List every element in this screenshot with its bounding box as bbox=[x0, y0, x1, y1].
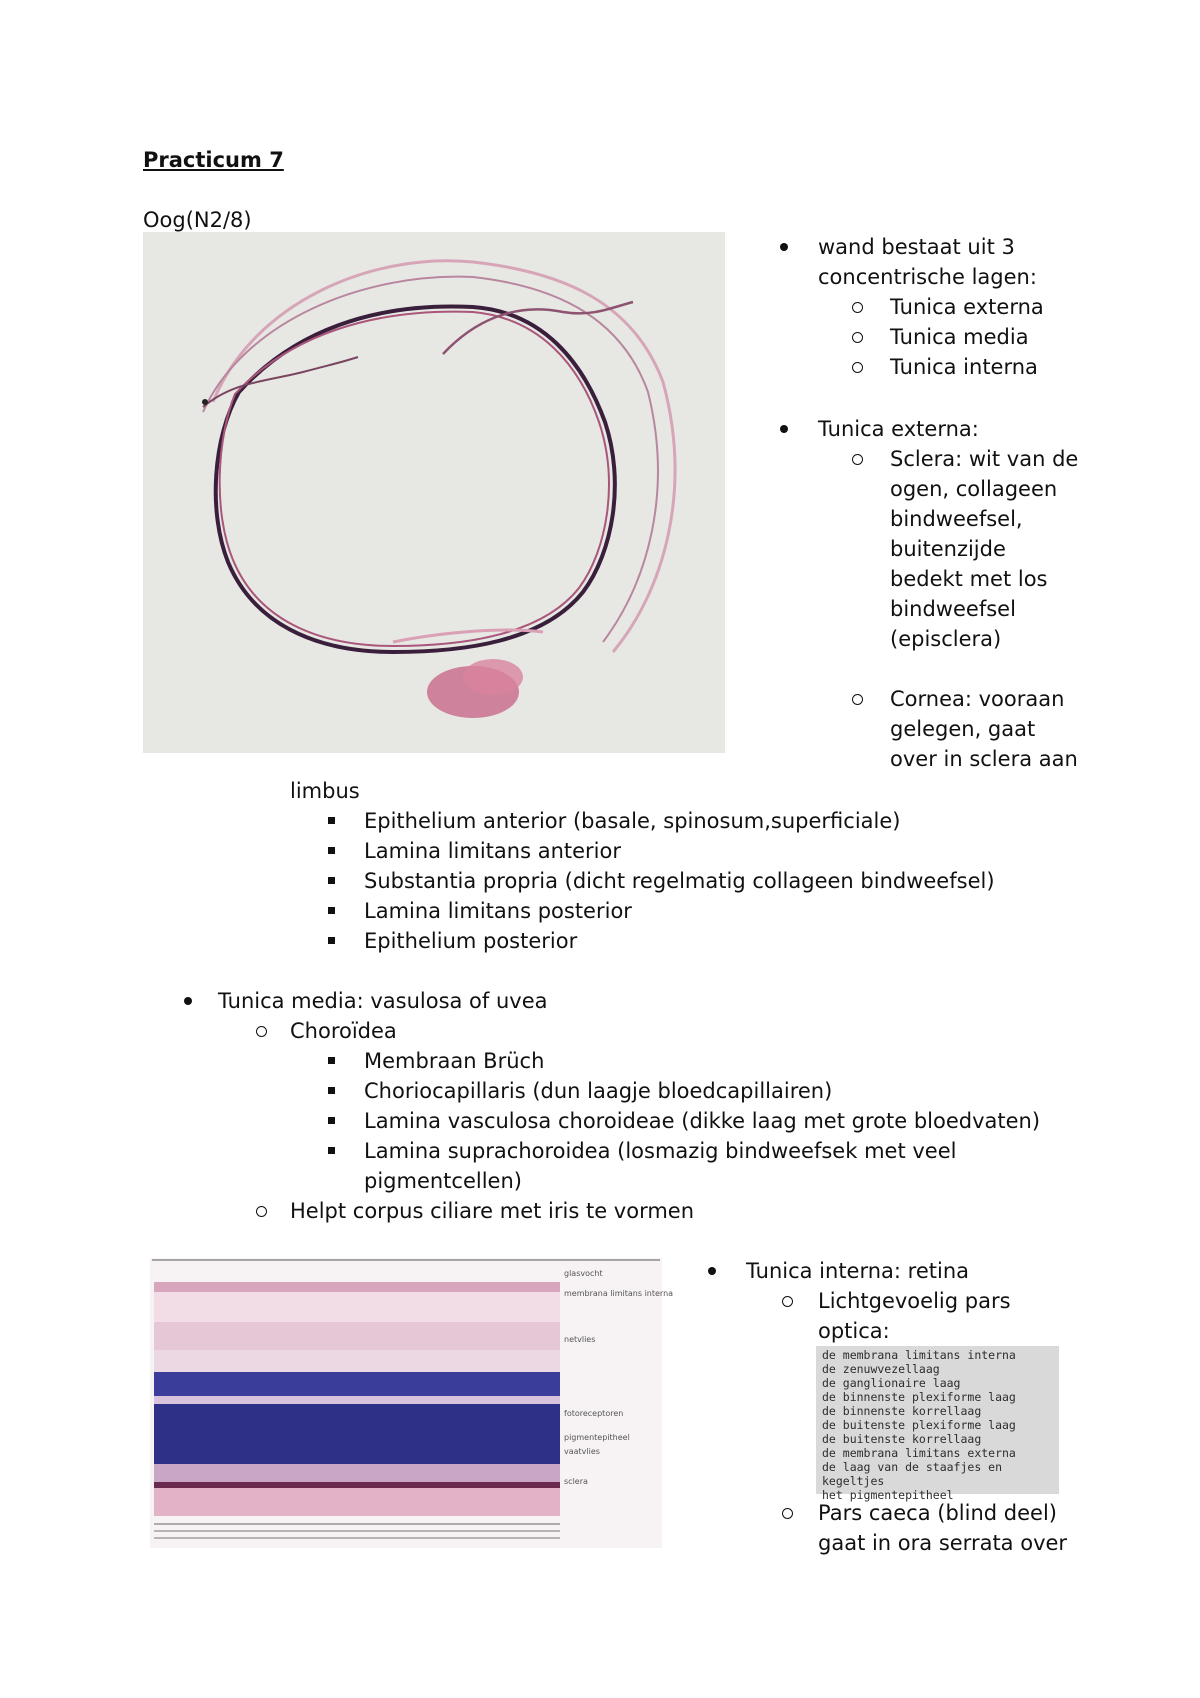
bullet-square bbox=[328, 907, 335, 914]
list-item: Substantia propria (dicht regelmatig collageen bindweefsel) bbox=[328, 866, 1128, 896]
list-item: Tunica media bbox=[852, 322, 1152, 352]
list-item: Choriocapillaris (dun laagje bloedcapillairen) bbox=[328, 1076, 1128, 1106]
eye-section-micrograph bbox=[143, 232, 725, 753]
bullet-dot bbox=[780, 243, 788, 251]
bullet-circle bbox=[852, 332, 863, 343]
list-item: Tunica interna: retina bbox=[708, 1256, 1128, 1286]
list-item: Lamina vasculosa choroideae (dikke laag met grote bloedvaten) bbox=[328, 1106, 1128, 1136]
svg-text:membrana limitans interna: membrana limitans interna bbox=[564, 1289, 674, 1298]
bullet-circle bbox=[256, 1206, 267, 1217]
bullet-dot bbox=[780, 425, 788, 433]
list-item: Tunica externa: bbox=[780, 414, 1180, 444]
list-item: Membraan Brüch bbox=[328, 1046, 1128, 1076]
eye-section-drawing bbox=[143, 232, 725, 753]
bullet-square bbox=[328, 1147, 335, 1154]
svg-text:glasvocht: glasvocht bbox=[564, 1269, 603, 1278]
bullet-square bbox=[328, 1087, 335, 1094]
svg-text:fotoreceptoren: fotoreceptoren bbox=[564, 1409, 624, 1418]
bullet-square bbox=[328, 817, 335, 824]
list-item: Tunica interna bbox=[852, 352, 1152, 382]
retina-layers-scan: de membrana limitans interna de zenuwvezellaag de ganglionaire laag de binnenste plexiforme laag de binnenste korrellaag de buitenste plexiforme laag de buitenste korrellaag de membrana limitans externa de laag van de staafjes en kegeltjes het pigmentepitheel bbox=[816, 1346, 1059, 1494]
list-item: Tunica externa bbox=[852, 292, 1152, 322]
list-item: Pars caeca (blind deel) bbox=[782, 1498, 1162, 1528]
list-item: Lamina limitans posterior bbox=[328, 896, 1128, 926]
list-item: wand bestaat uit 3 bbox=[780, 232, 1180, 262]
bullet-circle bbox=[782, 1296, 793, 1307]
list-item: Epithelium anterior (basale, spinosum,superficiale) bbox=[328, 806, 1128, 836]
page-title: Practicum 7 bbox=[143, 148, 284, 172]
bullet-circle bbox=[782, 1508, 793, 1519]
svg-text:netvlies: netvlies bbox=[564, 1335, 596, 1344]
list-item: Tunica media: vasulosa of uvea bbox=[184, 986, 984, 1016]
bullet-circle bbox=[852, 454, 863, 465]
retina-micrograph bbox=[150, 1258, 674, 1548]
bullet-circle bbox=[852, 694, 863, 705]
bullet-circle bbox=[852, 302, 863, 313]
svg-text:sclera: sclera bbox=[564, 1477, 588, 1486]
section-subtitle: Oog(N2/8) bbox=[143, 208, 252, 232]
list-item: Lamina limitans anterior bbox=[328, 836, 1128, 866]
list-item: Lamina suprachoroidea (losmazig bindweefsek met veel bbox=[328, 1136, 1128, 1166]
bullet-square bbox=[328, 847, 335, 854]
list-item: Sclera: wit van de bbox=[852, 444, 1152, 474]
bullet-dot bbox=[708, 1267, 716, 1275]
list-item: Lichtgevoelig pars bbox=[782, 1286, 1162, 1316]
bullet-square bbox=[328, 937, 335, 944]
bullet-square bbox=[328, 1117, 335, 1124]
list-item: Epithelium posterior bbox=[328, 926, 1128, 956]
list-item: Cornea: vooraan bbox=[852, 684, 1152, 714]
bullet-circle bbox=[256, 1026, 267, 1037]
svg-text:vaatvlies: vaatvlies bbox=[564, 1447, 600, 1456]
bullet-square bbox=[328, 1057, 335, 1064]
list-item: Helpt corpus ciliare met iris te vormen bbox=[256, 1196, 1056, 1226]
retina-layers-drawing bbox=[150, 1258, 674, 1548]
svg-text:pigmentepitheel: pigmentepitheel bbox=[564, 1433, 630, 1442]
limbus-text: limbus bbox=[290, 779, 360, 803]
bullet-circle bbox=[852, 362, 863, 373]
bullet-dot bbox=[184, 997, 192, 1005]
bullet-square bbox=[328, 877, 335, 884]
list-item: Choroïdea bbox=[256, 1016, 1056, 1046]
